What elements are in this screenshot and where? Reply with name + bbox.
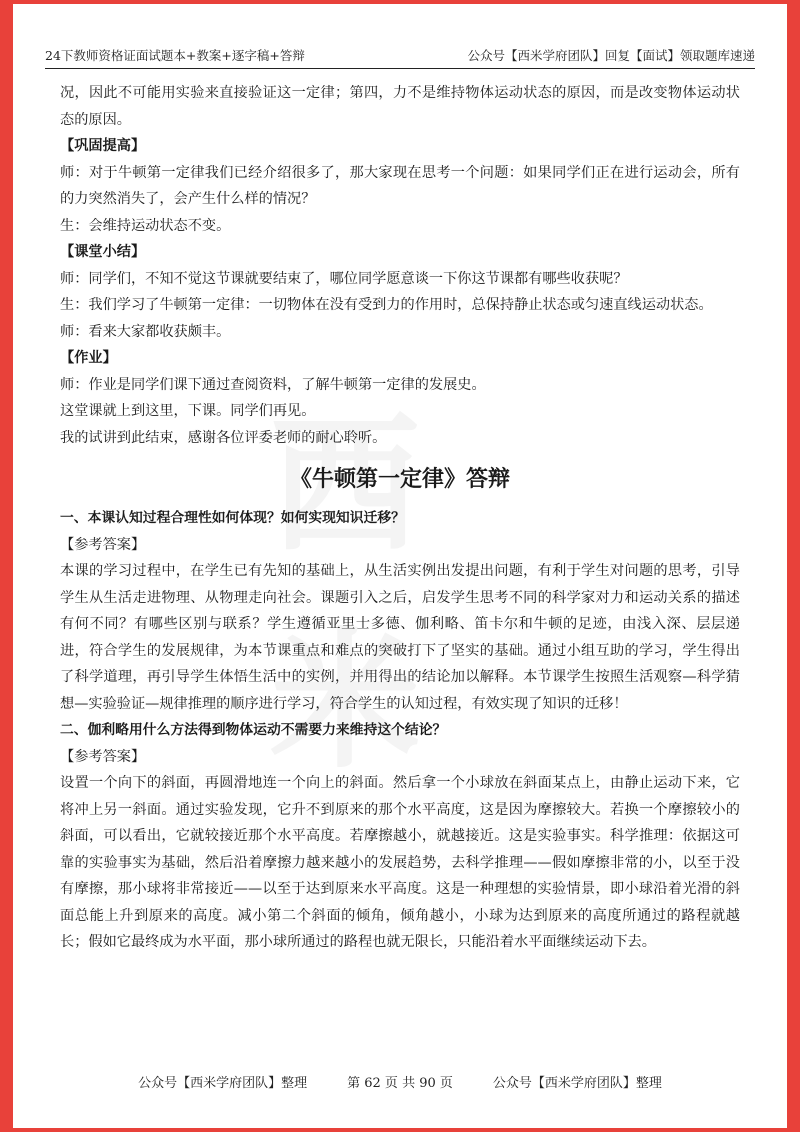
paragraph: 生：我们学习了牛顿第一定律：一切物体在没有受到力的作用时，总保持静止状态或匀速直线运动状态。 <box>60 297 713 313</box>
page-content <box>60 80 740 956</box>
answer-paragraph: 设置一个向下的斜面，再圆滑地连一个向上的斜面。然后拿一个小球放在斜面某点上，由静止运动下来，它将冲上另一斜面。通过实验发现，它升不到原来的那个水平高度，这是因为摩擦较大。若换一个摩擦较小的斜面，可以看出，它就较接近那个水平高度。若摩擦越小，就越接近。这是实验事实。科学推理：依据这可靠的实验事实为基础，然后沿着摩擦力越来越小的发展趋势，去科学推理——假如摩擦非常的小，以至于没有摩擦，那小球将非常接近——以至于达到原来水平高度。这是一种理想的实验情景，即小球沿着光滑的斜面总能上升到原来的高度。减小第二个斜面的倾角，倾角越小，小球为达到原来的高度所通过的路程就越长；假如它最终成为水平面，那小球所通过的路程也就无限长，只能沿着水平面继续运动下去。 <box>60 775 740 950</box>
section-heading: 【作业】 <box>60 350 117 366</box>
footer-right: 公众号【西米学府团队】整理 <box>492 1076 662 1091</box>
paragraph: 师：看来大家都收获颇丰。 <box>60 323 231 340</box>
paragraph: 师：对于牛顿第一定律我们已经介绍很多了，那大家现在思考一个问题：如果同学们正在进行运动会，所有的力突然消失了，会产生什么样的情况？ <box>60 164 740 207</box>
paragraph: 师：作业是同学们课下通过查阅资料，了解牛顿第一定律的发展史。 <box>60 376 486 393</box>
answer-paragraph: 本课的学习过程中，在学生已有先知的基础上，从生活实例出发提出问题，有利于学生对问题的思考，引导学生从生活走进物理、从物理走向社会。课题引入之后，启发学生思考不同的科学家对力和运动关系的描述有何不同？有哪些区别与联系？学生遵循亚里士多德、伽利略、笛卡尔和牛顿的足迹，由浅入深、层层递进，符合学生的发展规律，为本节课重点和难点的突破打下了坚实的基础。通过小组互助的学习，学生得出了科学道理，再引导学生体悟生活中的实例，并用得出的结论加以解释。本节课学生按照生活观察—科学猜想—实验验证—规律推理的顺序进行学习，符合学生的认知过程，有效实现了知识的迁移！ <box>60 563 740 712</box>
question-heading: 二、伽利略用什么方法得到物体运动不需要力来维持这个结论？ <box>60 722 447 738</box>
reference-answer-label: 【参考答案】 <box>60 748 146 765</box>
paragraph: 况，因此不可能用实验来直接验证这一定律；第四，力不是维持物体运动状态的原因，而是改变物体运动状态的原因。 <box>60 85 740 128</box>
reference-answer-label: 【参考答案】 <box>60 536 146 553</box>
paragraph: 师：同学们，不知不觉这节课就要结束了，哪位同学愿意谈一下你这节课都有哪些收获呢？ <box>60 270 628 287</box>
question-heading: 一、本课认知过程合理性如何体现？如何实现知识迁移？ <box>60 510 405 526</box>
defense-title: 《牛顿第一定律》答辩 <box>289 467 510 492</box>
header-left: 24下教师资格证面试题本+教案+逐字稿+答辩 <box>45 48 305 63</box>
page-footer <box>0 1072 800 1091</box>
footer-left: 公众号【西米学府团队】整理 <box>138 1076 308 1091</box>
paragraph: 这堂课就上到这里，下课。同学们再见。 <box>60 403 316 419</box>
page-header <box>45 42 755 69</box>
paragraph: 生：会维持运动状态不变。 <box>60 217 231 234</box>
section-heading: 【巩固提高】 <box>60 138 146 154</box>
page-number: 第 62 页 共 90 页 <box>347 1076 453 1091</box>
header-right: 公众号【西米学府团队】回复【面试】领取题库速递 <box>467 48 755 63</box>
section-heading: 【课堂小结】 <box>60 244 146 260</box>
paragraph: 我的试讲到此结束，感谢各位评委老师的耐心聆听。 <box>60 429 387 446</box>
